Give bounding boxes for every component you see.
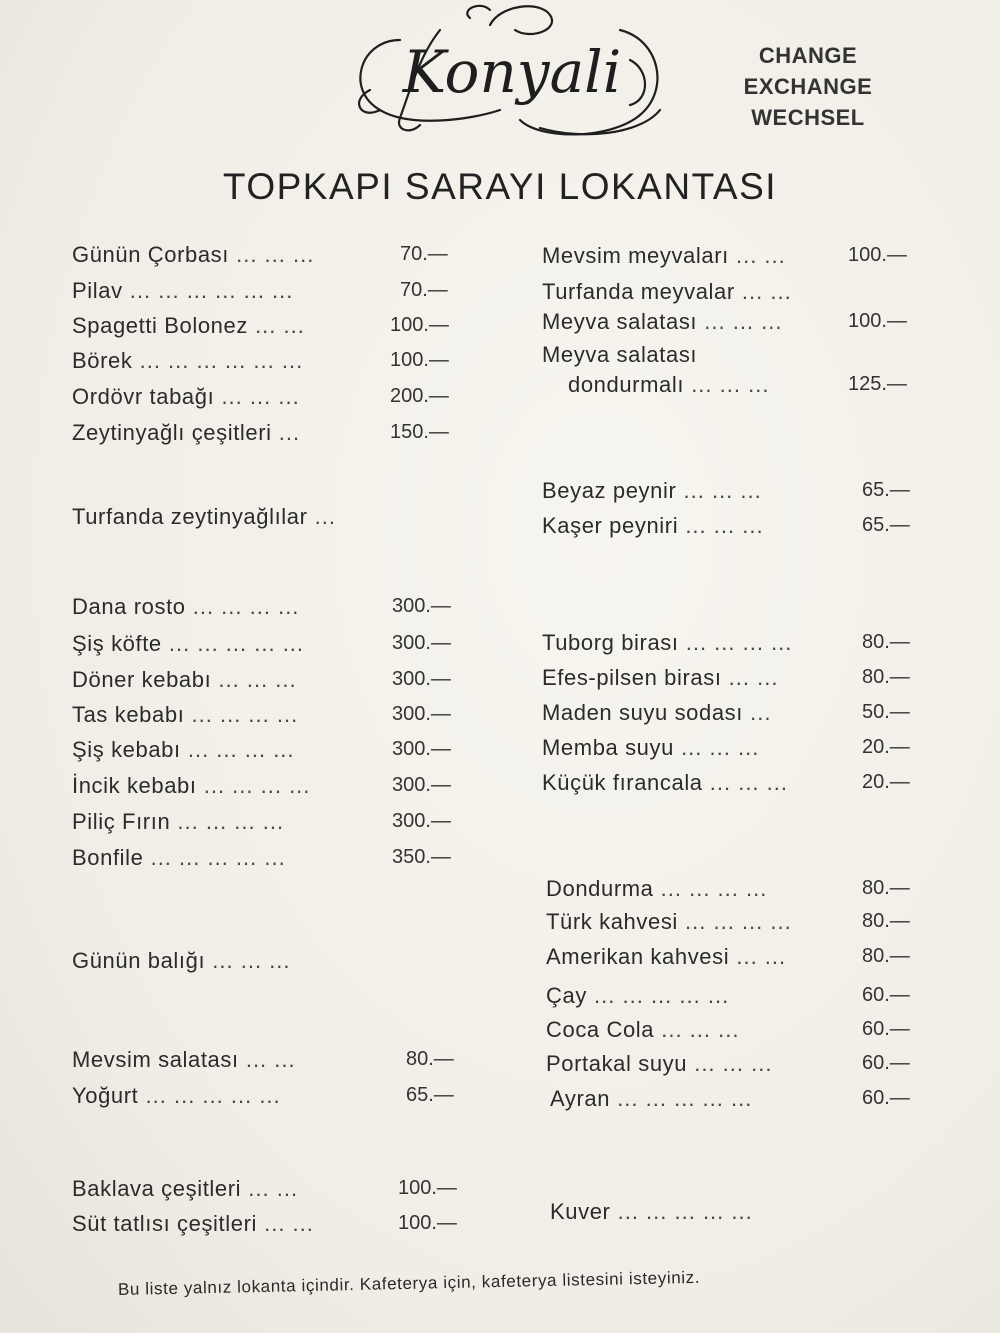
item-leader-dots: ... ... ... bbox=[697, 309, 783, 334]
item-leader-dots: ... ... ... ... ... bbox=[138, 1083, 281, 1108]
right-menu-item bbox=[542, 700, 771, 726]
right-menu-item bbox=[542, 735, 759, 761]
item-leader-dots: ... ... bbox=[247, 313, 305, 338]
item-leader-dots: ... ... ... bbox=[229, 242, 315, 267]
item-leader-dots: ... ... ... bbox=[214, 384, 300, 409]
item-name: Börek bbox=[72, 348, 133, 373]
item-price: 60.— bbox=[862, 1052, 910, 1074]
left-menu-item bbox=[72, 420, 300, 446]
item-price: 350.— bbox=[392, 846, 451, 868]
item-price: 100.— bbox=[398, 1212, 457, 1234]
item-leader-dots: ... ... bbox=[729, 944, 787, 969]
item-leader-dots: ... ... bbox=[721, 665, 779, 690]
item-name: Memba suyu bbox=[542, 735, 674, 760]
right-menu-item bbox=[546, 876, 767, 902]
item-leader-dots: ... ... ... bbox=[654, 1017, 740, 1042]
item-leader-dots: ... ... ... ... bbox=[196, 773, 311, 798]
item-name: İncik kebabı bbox=[72, 773, 197, 798]
item-leader-dots: ... ... ... ... ... bbox=[161, 631, 305, 656]
item-name: Tuborg birası bbox=[542, 630, 679, 655]
item-leader-dots: ... ... ... bbox=[684, 372, 770, 397]
item-leader-dots: ... ... ... bbox=[211, 667, 297, 692]
item-price: 70.— bbox=[400, 243, 448, 265]
left-menu-item bbox=[72, 348, 303, 374]
item-price: 100.— bbox=[390, 349, 449, 371]
item-price: 80.— bbox=[862, 910, 910, 932]
item-price: 70.— bbox=[400, 279, 448, 301]
item-leader-dots: ... ... ... bbox=[673, 735, 760, 760]
item-leader-dots: ... ... ... ... bbox=[677, 909, 792, 934]
right-menu-item bbox=[542, 478, 762, 504]
right-menu-item bbox=[568, 372, 769, 398]
item-name: Turfanda meyvalar bbox=[542, 279, 735, 304]
item-name: Dana rosto bbox=[72, 594, 186, 619]
right-menu-item bbox=[550, 1086, 752, 1112]
item-price: 65.— bbox=[406, 1084, 454, 1106]
item-name: Ordövr tabağı bbox=[72, 384, 215, 409]
item-name: Coca Cola bbox=[546, 1017, 655, 1042]
item-name: Kaşer peyniri bbox=[542, 513, 679, 538]
item-price: 200.— bbox=[390, 385, 449, 407]
item-price: 150.— bbox=[390, 421, 449, 443]
left-menu-item bbox=[72, 594, 299, 620]
item-name: Döner kebabı bbox=[72, 667, 212, 692]
item-leader-dots: ... ... ... bbox=[205, 948, 291, 973]
item-name: Süt tatlısı çeşitleri bbox=[72, 1211, 257, 1236]
left-menu-item bbox=[72, 242, 314, 268]
left-menu-item bbox=[72, 1211, 314, 1237]
right-menu-item bbox=[542, 770, 788, 796]
item-leader-dots: ... ... ... ... ... ... bbox=[122, 278, 294, 303]
item-name: Tas kebabı bbox=[72, 702, 185, 727]
left-menu-item bbox=[72, 504, 336, 530]
left-menu-item bbox=[72, 631, 304, 657]
item-price: 80.— bbox=[862, 631, 910, 653]
item-price: 300.— bbox=[392, 703, 451, 725]
left-menu-item bbox=[72, 845, 286, 871]
item-name: Zeytinyağlı çeşitleri bbox=[72, 420, 272, 445]
item-leader-dots: ... ... ... ... ... bbox=[143, 845, 286, 870]
right-menu-item bbox=[542, 342, 697, 368]
exchange-line-wechsel: WECHSEL bbox=[751, 105, 865, 130]
item-name: Pilav bbox=[72, 278, 123, 303]
item-price: 20.— bbox=[862, 771, 910, 793]
item-leader-dots: ... ... ... ... bbox=[180, 737, 295, 762]
item-price: 80.— bbox=[406, 1048, 454, 1070]
item-price: 80.— bbox=[862, 666, 910, 688]
item-price: 80.— bbox=[862, 877, 910, 899]
item-name: Piliç Fırın bbox=[72, 809, 171, 834]
item-name: Çay bbox=[546, 983, 587, 1008]
item-name: Küçük fırancala bbox=[542, 770, 703, 795]
item-price: 300.— bbox=[392, 632, 451, 654]
item-price: 60.— bbox=[862, 1018, 910, 1040]
item-name: Baklava çeşitleri bbox=[72, 1176, 242, 1201]
konyali-logo bbox=[340, 0, 680, 150]
item-name: Türk kahvesi bbox=[546, 909, 678, 934]
left-menu-item bbox=[72, 773, 310, 799]
item-price: 65.— bbox=[862, 514, 910, 536]
left-menu-item bbox=[72, 737, 295, 763]
item-name: Kuver bbox=[550, 1199, 611, 1224]
item-name: Günün Çorbası bbox=[72, 242, 229, 267]
right-menu-item bbox=[550, 1199, 753, 1225]
exchange-line-change: CHANGE bbox=[758, 43, 858, 68]
left-menu-item bbox=[72, 1176, 298, 1202]
item-leader-dots: ... ... bbox=[734, 279, 792, 304]
item-name: Şiş kebabı bbox=[72, 737, 181, 762]
item-name: Dondurma bbox=[546, 876, 654, 901]
item-name: Meyva salatası bbox=[542, 342, 698, 367]
right-menu-item bbox=[546, 983, 729, 1009]
right-menu-item bbox=[546, 1017, 739, 1043]
item-leader-dots: ... ... ... ... ... ... bbox=[132, 348, 304, 373]
item-leader-dots: ... ... ... ... ... bbox=[586, 983, 730, 1008]
left-menu-item bbox=[72, 384, 300, 410]
right-menu-item bbox=[546, 1051, 772, 1077]
item-name: Bonfile bbox=[72, 845, 144, 870]
item-leader-dots: ... ... bbox=[238, 1047, 296, 1072]
item-price: 80.— bbox=[862, 945, 910, 967]
left-menu-item bbox=[72, 702, 298, 728]
item-leader-dots: ... ... bbox=[257, 1211, 314, 1236]
item-price: 300.— bbox=[392, 738, 451, 760]
item-leader-dots: ... ... ... ... bbox=[653, 876, 768, 901]
item-leader-dots: ... ... ... ... ... bbox=[610, 1199, 753, 1224]
item-name: Ayran bbox=[550, 1086, 611, 1111]
right-menu-item bbox=[542, 630, 792, 656]
item-price: 300.— bbox=[392, 668, 451, 690]
left-menu-item bbox=[72, 1047, 296, 1073]
item-name: Turfanda zeytinyağlılar bbox=[72, 504, 308, 529]
item-leader-dots: ... ... ... bbox=[676, 478, 762, 503]
item-price: 125.— bbox=[848, 373, 907, 395]
item-name: Maden suyu sodası bbox=[542, 700, 743, 725]
right-menu-item bbox=[542, 279, 792, 305]
item-leader-dots: ... ... bbox=[728, 243, 786, 268]
item-leader-dots: ... ... ... ... bbox=[678, 630, 793, 655]
item-name: Şiş köfte bbox=[72, 631, 162, 656]
right-menu-item bbox=[542, 665, 778, 691]
exchange-line-exchange: EXCHANGE bbox=[743, 74, 873, 99]
item-price: 65.— bbox=[862, 479, 910, 501]
item-price: 100.— bbox=[848, 310, 907, 332]
item-leader-dots: ... ... ... ... bbox=[185, 594, 300, 619]
item-leader-dots: ... ... bbox=[241, 1176, 299, 1201]
right-menu-item bbox=[542, 309, 783, 335]
item-leader-dots: ... ... ... ... bbox=[184, 702, 299, 727]
item-name: Beyaz peynir bbox=[542, 478, 677, 503]
item-name: Portakal suyu bbox=[546, 1051, 688, 1076]
item-leader-dots: ... ... ... ... ... bbox=[610, 1086, 753, 1111]
left-menu-item bbox=[72, 313, 305, 339]
item-price: 100.— bbox=[390, 314, 449, 336]
item-price: 60.— bbox=[862, 1087, 910, 1109]
item-price: 20.— bbox=[862, 736, 910, 758]
right-menu-item bbox=[542, 513, 764, 539]
left-menu-item bbox=[72, 1083, 281, 1109]
item-leader-dots: ... ... ... bbox=[702, 770, 788, 795]
restaurant-title: TOPKAPI SARAYI LOKANTASI bbox=[222, 166, 778, 207]
item-leader-dots: ... bbox=[307, 504, 336, 529]
item-name: Meyva salatası bbox=[542, 309, 698, 334]
item-price: 50.— bbox=[862, 701, 910, 723]
left-menu-item bbox=[72, 667, 297, 693]
item-name: Mevsim meyvaları bbox=[542, 243, 729, 268]
right-menu-item bbox=[546, 909, 792, 935]
logo-wordmark: Konyali bbox=[402, 38, 622, 106]
left-menu-item bbox=[72, 278, 293, 304]
left-menu-item bbox=[72, 948, 291, 974]
item-leader-dots: ... bbox=[271, 420, 301, 445]
left-menu-item bbox=[72, 809, 284, 835]
item-price: 100.— bbox=[848, 244, 907, 266]
item-name: Spagetti Bolonez bbox=[72, 313, 248, 338]
item-name: Yoğurt bbox=[72, 1083, 139, 1108]
item-leader-dots: ... ... ... bbox=[687, 1051, 773, 1076]
exchange-notice bbox=[738, 40, 878, 133]
item-name: dondurmalı bbox=[568, 372, 685, 397]
item-price: 100.— bbox=[398, 1177, 457, 1199]
item-price: 300.— bbox=[392, 810, 451, 832]
item-leader-dots: ... bbox=[742, 700, 772, 725]
item-leader-dots: ... ... ... bbox=[678, 513, 764, 538]
item-name: Mevsim salatası bbox=[72, 1047, 239, 1072]
item-leader-dots: ... ... ... ... bbox=[170, 809, 285, 834]
item-price: 300.— bbox=[392, 595, 451, 617]
right-menu-item bbox=[542, 243, 786, 269]
right-menu-item bbox=[546, 944, 786, 970]
item-name: Amerikan kahvesi bbox=[546, 944, 730, 969]
item-name: Efes-pilsen birası bbox=[542, 665, 722, 690]
item-name: Günün balığı bbox=[72, 948, 206, 973]
item-price: 300.— bbox=[392, 774, 451, 796]
item-price: 60.— bbox=[862, 984, 910, 1006]
footer-note: Bu liste yalnız lokanta içindir. Kafeterya için, kafeterya listesini isteyiniz. bbox=[117, 1267, 701, 1299]
